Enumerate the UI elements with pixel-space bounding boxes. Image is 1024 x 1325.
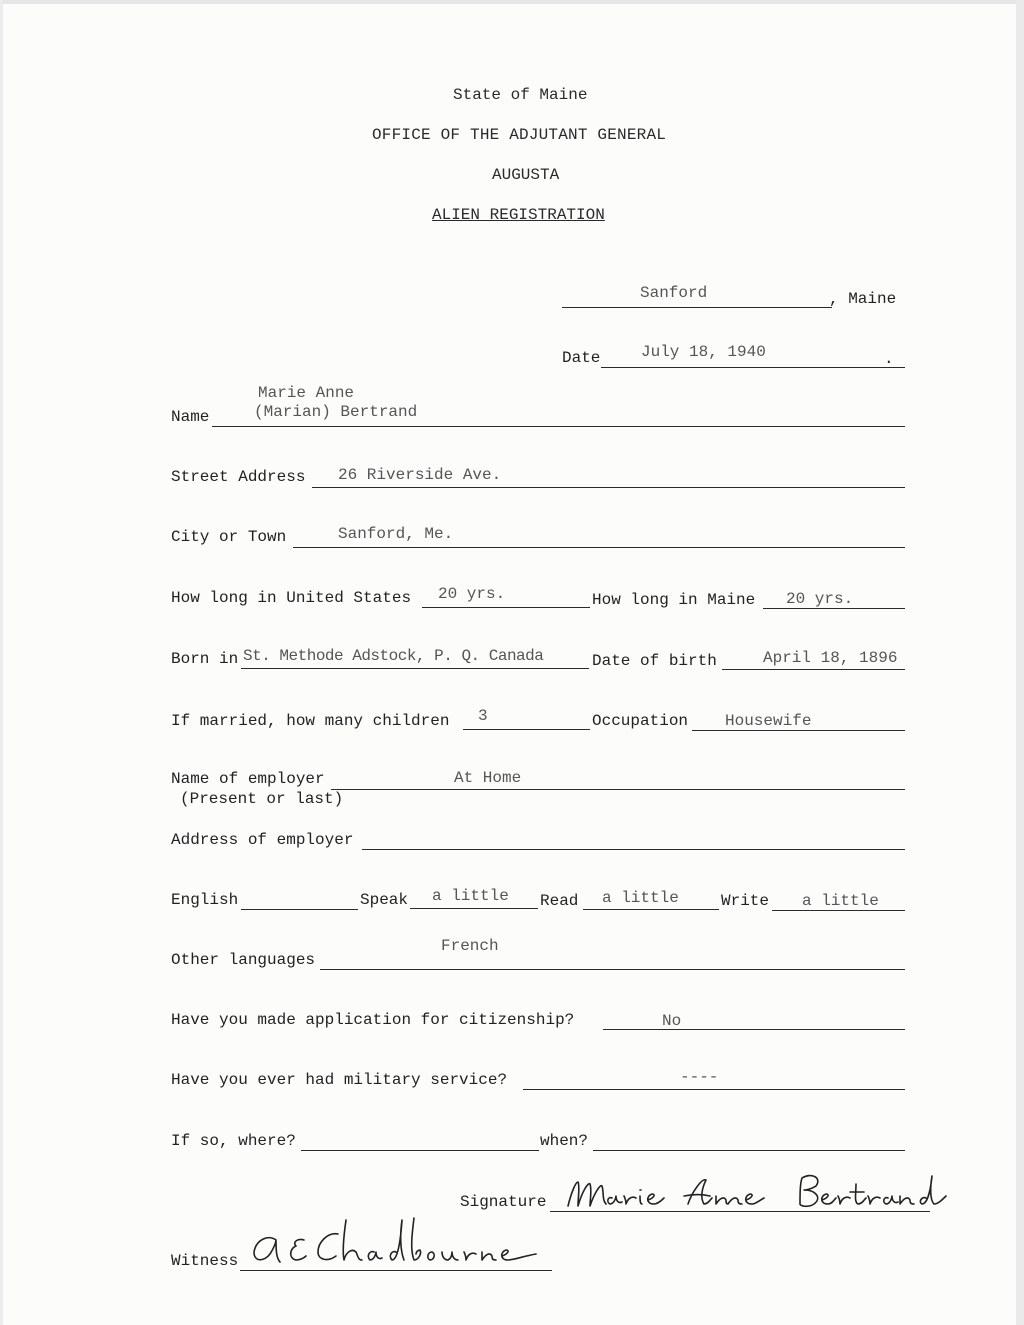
name-value-line1: Marie Anne [258, 384, 355, 402]
write-label: Write [721, 892, 770, 910]
speak-value: a little [432, 887, 509, 905]
how-long-maine-label: How long in Maine [592, 591, 756, 609]
date-of-birth-line [722, 669, 905, 670]
if-so-where-line [301, 1150, 539, 1151]
read-value: a little [602, 889, 679, 907]
when-label: when? [540, 1132, 589, 1150]
occupation-label: Occupation [592, 712, 689, 730]
employer-value: At Home [454, 769, 522, 787]
header-city: AUGUSTA [492, 166, 560, 184]
employer-sublabel: (Present or last) [180, 790, 344, 808]
scan-edge-top [0, 0, 1024, 4]
other-languages-line [320, 969, 905, 970]
read-label: Read [540, 892, 579, 910]
children-label: If married, how many children [171, 712, 450, 730]
speak-label: Speak [360, 891, 409, 909]
speak-line [410, 908, 538, 909]
english-label: English [171, 891, 239, 909]
how-long-us-label: How long in United States [171, 589, 412, 607]
date-of-birth-value: April 18, 1896 [763, 649, 898, 667]
date-value: July 18, 1940 [641, 343, 766, 361]
occupation-value: Housewife [725, 712, 812, 730]
street-address-label: Street Address [171, 468, 306, 486]
header-office: OFFICE OF THE ADJUTANT GENERAL [372, 126, 667, 144]
children-line [463, 729, 590, 730]
city-or-town-value: Sanford, Me. [338, 525, 454, 543]
employer-address-line [362, 849, 905, 850]
citizenship-label: Have you made application for citizenship? [171, 1011, 575, 1029]
signature-handwriting [560, 1168, 960, 1218]
date-of-birth-label: Date of birth [592, 652, 717, 670]
other-languages-label: Other languages [171, 951, 316, 969]
employer-line [331, 789, 905, 790]
born-in-value: St. Methode Adstock, P. Q. Canada [243, 647, 544, 665]
date-label: Date [562, 349, 601, 367]
english-line [241, 909, 358, 910]
how-long-maine-line [763, 608, 905, 609]
date-line [601, 367, 905, 368]
street-address-line [312, 487, 905, 488]
witness-handwriting [246, 1210, 586, 1270]
born-in-label: Born in [171, 650, 239, 668]
header-state: State of Maine [453, 86, 588, 104]
military-line [523, 1089, 905, 1090]
if-so-where-label: If so, where? [171, 1132, 296, 1150]
name-value-line2: (Marian) Bertrand [254, 403, 418, 421]
signature-label: Signature [460, 1193, 547, 1211]
children-value: 3 [478, 707, 488, 725]
write-line [772, 910, 905, 911]
witness-label: Witness [171, 1252, 239, 1270]
military-label: Have you ever had military service? [171, 1071, 508, 1089]
how-long-us-value: 20 yrs. [438, 585, 506, 603]
write-value: a little [802, 892, 879, 910]
other-languages-value: French [441, 937, 499, 955]
born-in-line [241, 668, 589, 669]
employer-label: Name of employer [171, 770, 325, 788]
when-line [593, 1150, 905, 1151]
citizenship-line [603, 1029, 905, 1030]
employer-address-label: Address of employer [171, 831, 354, 849]
how-long-maine-value: 20 yrs. [786, 590, 854, 608]
city-or-town-line [293, 547, 905, 548]
read-line [583, 909, 719, 910]
scan-edge-right [1016, 0, 1024, 1325]
scan-edge-left [0, 0, 3, 1325]
place-line [562, 307, 832, 308]
date-end: . [884, 350, 894, 368]
citizenship-value: No [662, 1012, 682, 1030]
occupation-line [692, 730, 905, 731]
name-label: Name [171, 408, 210, 426]
military-value: ---- [680, 1068, 719, 1086]
name-line [212, 426, 905, 427]
place-value: Sanford [640, 284, 708, 302]
how-long-us-line [422, 607, 590, 608]
witness-line [240, 1270, 552, 1271]
form-title: ALIEN REGISTRATION [432, 206, 605, 224]
street-address-value: 26 Riverside Ave. [338, 466, 502, 484]
city-or-town-label: City or Town [171, 528, 287, 546]
place-suffix: , Maine [829, 290, 897, 308]
